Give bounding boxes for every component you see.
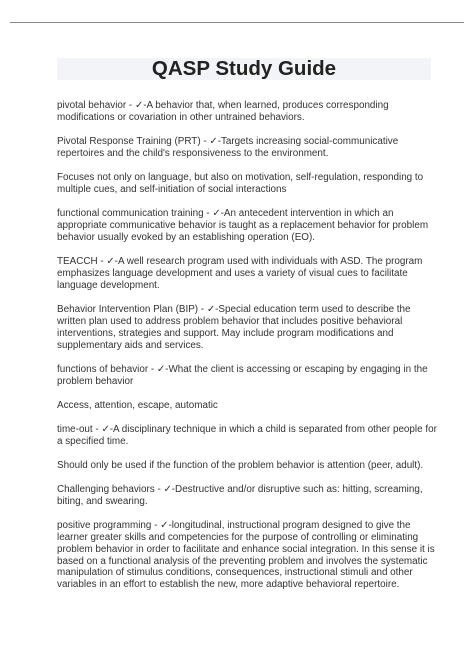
entry-functions-of-behavior: functions of behavior - ✓-What the client is accessing or escaping by engaging in the problem behavior — [57, 363, 428, 387]
entry-functions-list: Access, attention, escape, automatic — [57, 399, 218, 411]
entry-fct: functional communication training - ✓-An antecedent intervention in which an appropriate communicative behavior is taught as a replacement behavior for problem behavior usually evoked by an establishing operation (EO). — [57, 208, 429, 243]
page-title: QASP Study Guide — [151, 57, 337, 80]
entry-challenging-behaviors: Challenging behaviors - ✓-Destructive and/or disruptive such as: hitting, screaming, biting, and swearing. — [57, 483, 423, 507]
entry-positive-programming: positive programming - ✓-longitudinal, instructional program designed to give the learner greater skills and competencies for the purpose of controlling or eliminating problem behavior in order to facilitate and enhance social integration. In this sense it is based on a functional analysis of the preventing problem and involves the systematic manipulation of stimulus conditions, consequences, instructional stimuli and other variables in an effort to establish the new, more adaptive behavioral repertoire. — [57, 519, 435, 591]
entry-teacch: TEACCH - ✓-A well research program used with individuals with ASD. The program emphasizes language development and uses a variety of visual cues to facilitate language development. — [57, 255, 423, 291]
entry-prt: Pivotal Response Training (PRT) - ✓-Targets increasing social-communicative repertoires and the child's responsiveness to the environment. — [57, 136, 399, 159]
entry-pivotal-behavior: pivotal behavior - ✓-A behavior that, when learned, produces corresponding modifications or covariation in other untrained behaviors. — [57, 100, 389, 123]
entry-time-out: time-out - ✓-A disciplinary technique in which a child is separated from other people for a specified time. — [57, 423, 437, 447]
study-entries — [57, 100, 437, 603]
entry-bip: Behavior Intervention Plan (BIP) - ✓-Special education term used to describe the written plan used to address problem behavior that includes positive behavioral interventions, strategies and support. May include program modifications and supplementary aids and services. — [57, 303, 411, 351]
top-divider — [10, 22, 464, 23]
entry-prt-focus: Focuses not only on language, but also on motivation, self-regulation, responding to multiple cues, and self-initiation of social interactions — [57, 172, 424, 195]
entry-time-out-note: Should only be used if the function of the problem behavior is attention (peer, adult). — [57, 459, 424, 471]
